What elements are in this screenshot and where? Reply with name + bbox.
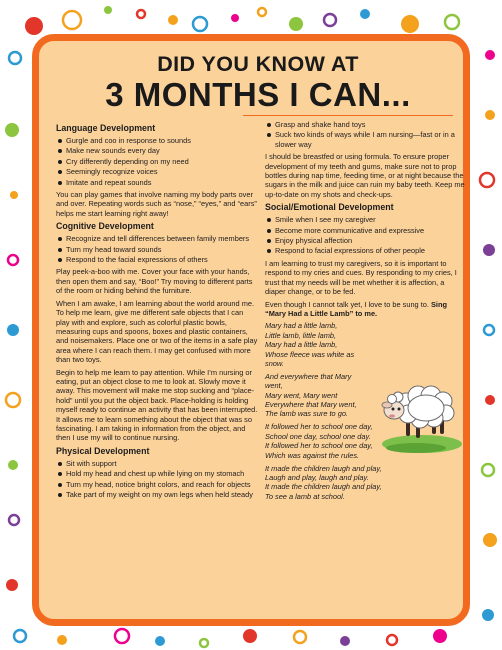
cognitive-paragraph-1: Play peek-a-boo with me. Cover your face with your hands, then open them and say, “Boo!” Try moving to different parts of the room or hiding behind the furniture. xyxy=(56,267,253,296)
list-item: Seemingly recognize voices xyxy=(56,167,258,176)
list-item: Turn my head toward sounds xyxy=(56,245,258,254)
list-item: Hold my head and chest up while lying on my stomach xyxy=(56,469,258,478)
sing-title: Sing “Mary Had a Little Lamb” to me. xyxy=(265,299,448,318)
feeding-paragraph: I should be breastfed or using formula. To ensure proper development of my teeth and gums, make sure not to prop bottles during nap time, feeding time, or at night because the sugars in the milk and juice can ruin my baby teeth. Keep me up-to-date on my shots and check-ups. xyxy=(265,152,465,199)
list-item: Respond to the facial expressions of others xyxy=(56,255,258,264)
song-line: To see a lamb at school. xyxy=(265,491,345,501)
song-line: Whose fleece was white as xyxy=(265,349,355,359)
social-heading: Social/Emotional Development xyxy=(265,202,394,213)
physical-heading: Physical Development xyxy=(56,445,150,456)
song-line: Everywhere that Mary went, xyxy=(265,400,357,410)
song-line: Mary had a little lamb, xyxy=(265,340,338,350)
song-line: School one day, school one day. xyxy=(265,431,371,441)
cognitive-heading: Cognitive Development xyxy=(56,221,154,232)
title-line-2: 3 MONTHS I CAN... xyxy=(105,76,411,113)
sing-paragraph xyxy=(265,300,465,319)
list-item: Respond to facial expressions of other people xyxy=(265,246,465,255)
physical-list xyxy=(56,459,258,500)
list-item: Gurgle and coo in response to sounds xyxy=(56,136,258,145)
song-line: Mary had a little lamb, xyxy=(265,321,338,331)
song-line: Mary went, Mary went xyxy=(265,390,338,400)
cognitive-list xyxy=(56,234,258,264)
list-item: Cry differently depending on my need xyxy=(56,157,258,166)
list-item: Suck two kinds of ways while I am nursing—fast or in a slower way xyxy=(265,130,465,149)
physical-list-continued xyxy=(265,120,465,149)
sheep-icon xyxy=(376,374,462,454)
song-line: It made the children laugh and play, xyxy=(265,482,382,492)
left-column xyxy=(56,120,258,502)
language-paragraph: You can play games that involve naming my body parts over and over. Repeating words such as “nose,” “eyes,” and “ears” helps me start learning right away! xyxy=(56,190,257,218)
title-divider xyxy=(243,115,453,116)
list-item: Sit with support xyxy=(56,459,258,468)
list-item: Become more communicative and expressive xyxy=(265,226,465,235)
song-line: It followed her to school one day, xyxy=(265,422,373,432)
song-line: It made the children laugh and play, xyxy=(265,463,382,473)
song-line: And everywhere that Mary xyxy=(265,371,352,381)
cognitive-paragraph-3: Begin to help me learn to pay attention. While I’m nursing or eating, put an object close to me to look at. Slowly move it away. This movement will make me stop sucking and “place-hold” until you put the object back. Place-holding is holding myself ready to continue an activity that has been interrupted. It allows me to learn something about the object that was so fascinating. I am taking in information from the object, and then I use my will to continue nursing. xyxy=(56,367,258,443)
song-line: The lamb was sure to go. xyxy=(265,409,348,419)
song-line: It followed her to school one day, xyxy=(265,441,373,451)
sing-intro: Even though I cannot talk yet, I love to be sung to. xyxy=(265,299,431,309)
song-line: snow. xyxy=(265,358,284,368)
language-heading: Language Development xyxy=(56,123,156,133)
list-item: Enjoy physical affection xyxy=(265,236,465,245)
language-list xyxy=(56,136,258,187)
title-line-1: DID YOU KNOW AT xyxy=(157,52,359,76)
list-item: Take part of my weight on my own legs when held steady xyxy=(56,490,258,499)
list-item: Make new sounds every day xyxy=(56,146,258,155)
song-line: Little lamb, little lamb, xyxy=(265,330,337,340)
info-card xyxy=(32,34,470,626)
list-item: Turn my head, notice bright colors, and reach for objects xyxy=(56,480,258,489)
list-item: Smile when I see my caregiver xyxy=(265,215,465,224)
social-list xyxy=(265,215,465,256)
song-line: went, xyxy=(265,381,283,391)
song-line: Laugh and play, laugh and play. xyxy=(265,472,369,482)
list-item: Grasp and shake hand toys xyxy=(265,120,465,129)
song-line: Which was against the rules. xyxy=(265,450,360,460)
list-item: Recognize and tell differences between family members xyxy=(56,234,258,243)
social-paragraph: I am learning to trust my caregivers, so it is important to respond to my cries and cues. By responding to my cries, I trust that my needs will be met whether it is affection, a diaper change, or to be fed. xyxy=(265,258,457,297)
list-item: Imitate and repeat sounds xyxy=(56,178,258,187)
cognitive-paragraph-2: When I am awake, I am learning about the world around me. To help me learn, give me different safe objects that I can play with and explore, such as colorful plastic bowls, measuring cups and spoons, boxes and plastic containers, and noisemakers. Place one or two of the items in a safe play area where I can reach them. I may get confused with more than two toys. xyxy=(56,298,258,365)
